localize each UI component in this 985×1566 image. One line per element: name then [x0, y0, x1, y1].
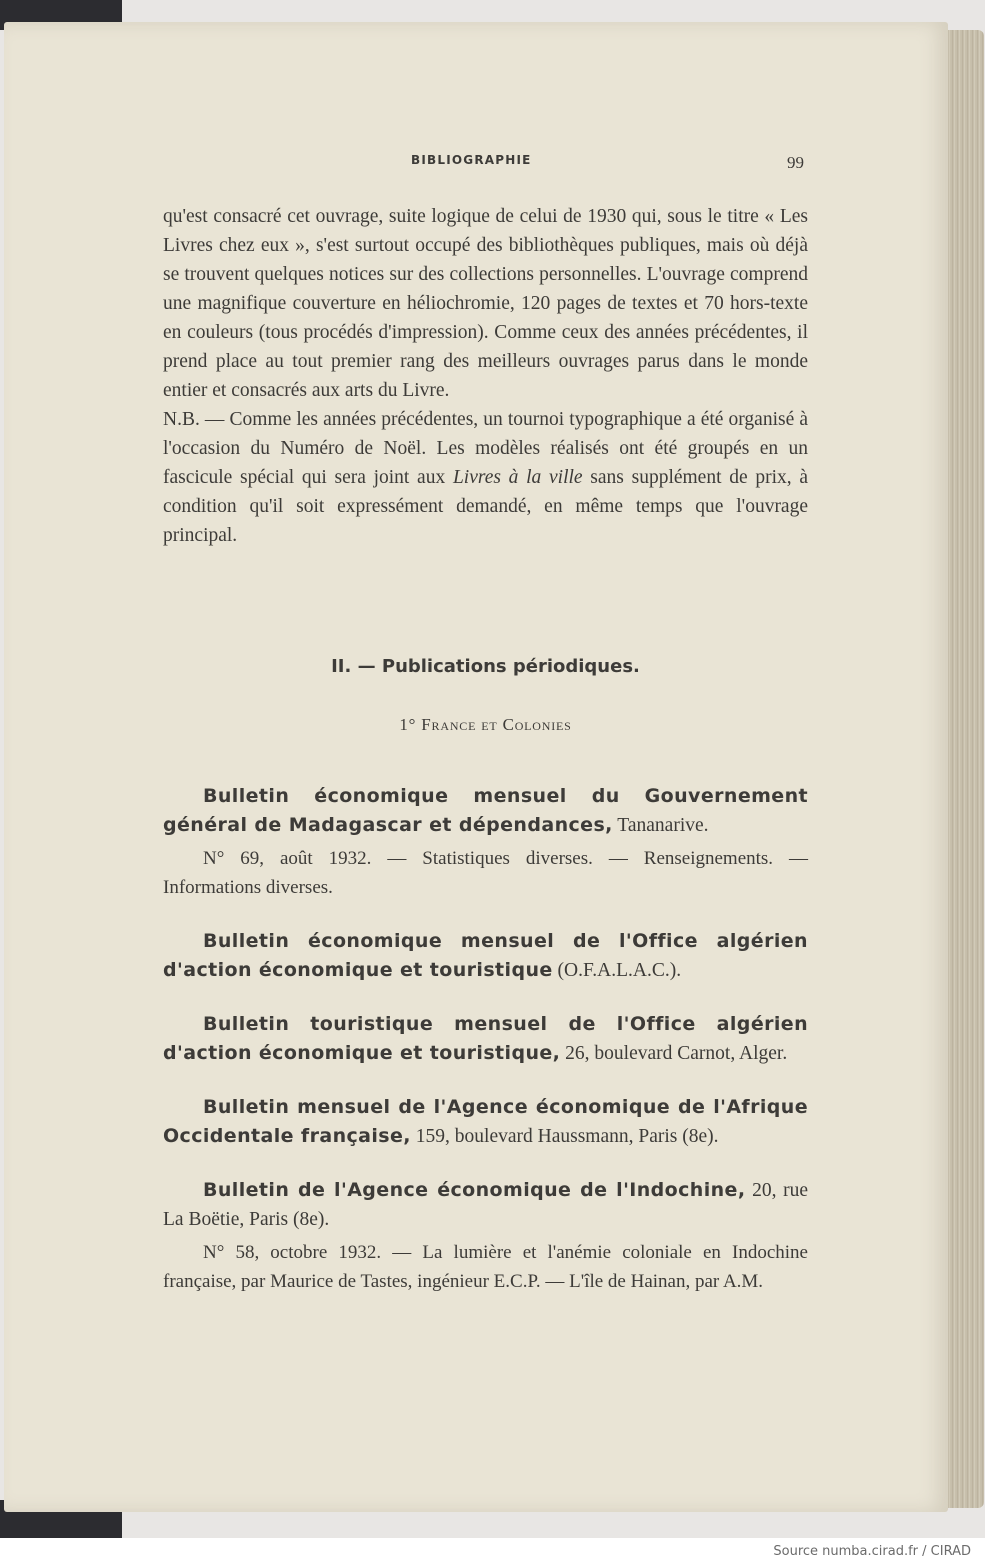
section-heading: II. — Publications périodiques.: [331, 656, 640, 677]
entry-note-text: N° 69, août 1932. — Statistiques diverses. — Renseignements. — Informations diverses.: [163, 848, 808, 898]
entry-detail: (O.F.A.L.A.C.).: [552, 960, 682, 981]
entry-title: Bulletin économique mensuel du Gouvernement général de Madagascar et dépendances,: [163, 785, 808, 836]
entry-head: [163, 1176, 808, 1234]
periodical-entry: [163, 782, 808, 902]
entry-head: [163, 1093, 808, 1151]
entry-detail: 159, boulevard Haussmann, Paris (8e).: [410, 1126, 719, 1147]
entry-title: Bulletin mensuel de l'Agence économique de l'Afrique Occidentale française,: [163, 1096, 808, 1147]
paragraph-2-start: — Comme les années précédentes, un tournoi typographique a été organisé à l'occasion du Numéro de Noël. Les modèles réalisés ont été groupés en un fascicule spécial qui sera joint aux: [163, 409, 808, 488]
subsection-heading: 1° France et Colonies: [399, 715, 572, 734]
entry-head: [163, 1010, 808, 1068]
periodical-entry: [163, 1010, 808, 1068]
entry-note: [163, 844, 808, 902]
running-head: [163, 153, 808, 175]
entry-detail: 20, rue La Boëtie, Paris (8e).: [163, 1180, 808, 1230]
paragraph-2: [163, 405, 808, 550]
periodical-entry: [163, 927, 808, 985]
body-text: [163, 202, 808, 550]
paragraph-2-end: sans supplément de prix, à condition qu'il soit expressément demandé, en même temps que l'ouvrage principal.: [163, 467, 808, 546]
entry-head: [163, 782, 808, 840]
paragraph-1: qu'est consacré cet ouvrage, suite logique de celui de 1930 qui, sous le titre « Les Livres chez eux », s'est surtout occupé des bibliothèques publiques, mais où déjà se trouvent quelques notices sur des collections personnelles. L'ouvrage comprend une magnifique couverture en héliochromie, 120 pages de textes et 70 hors-texte en couleurs (tous procédés d'impression). Comme ceux des années précédentes, il prend place au tout premier rang des meilleurs ouvrages parus dans le monde entier et consacrés aux arts du Livre.: [163, 206, 808, 401]
entry-detail: Tananarive.: [612, 815, 709, 836]
book-page: [4, 22, 948, 1512]
page-number: 99: [787, 153, 804, 172]
periodical-entry: [163, 1176, 808, 1296]
entry-note: [163, 1238, 808, 1296]
paragraph-2-italic: Livres à la ville: [452, 467, 583, 488]
entry-note-text: N° 58, octobre 1932. — La lumière et l'anémie coloniale en Indochine française, par Maurice de Tastes, ingénieur E.C.P. — L'île de Hainan, par A.M.: [163, 1242, 808, 1292]
periodical-entry: [163, 1093, 808, 1151]
nb-label: N.B.: [163, 409, 200, 430]
source-credit: Source numba.cirad.fr / CIRAD: [773, 1544, 971, 1559]
entry-title: Bulletin touristique mensuel de l'Office algérien d'action économique et touristique,: [163, 1013, 808, 1064]
entry-head: [163, 927, 808, 985]
entry-title: Bulletin économique mensuel de l'Office algérien d'action économique et touristique: [163, 930, 808, 981]
entry-detail: 26, boulevard Carnot, Alger.: [560, 1043, 788, 1064]
periodicals-list: [163, 782, 808, 1321]
entry-title: Bulletin de l'Agence économique de l'Indochine,: [203, 1179, 746, 1201]
running-title: BIBLIOGRAPHIE: [411, 153, 532, 167]
